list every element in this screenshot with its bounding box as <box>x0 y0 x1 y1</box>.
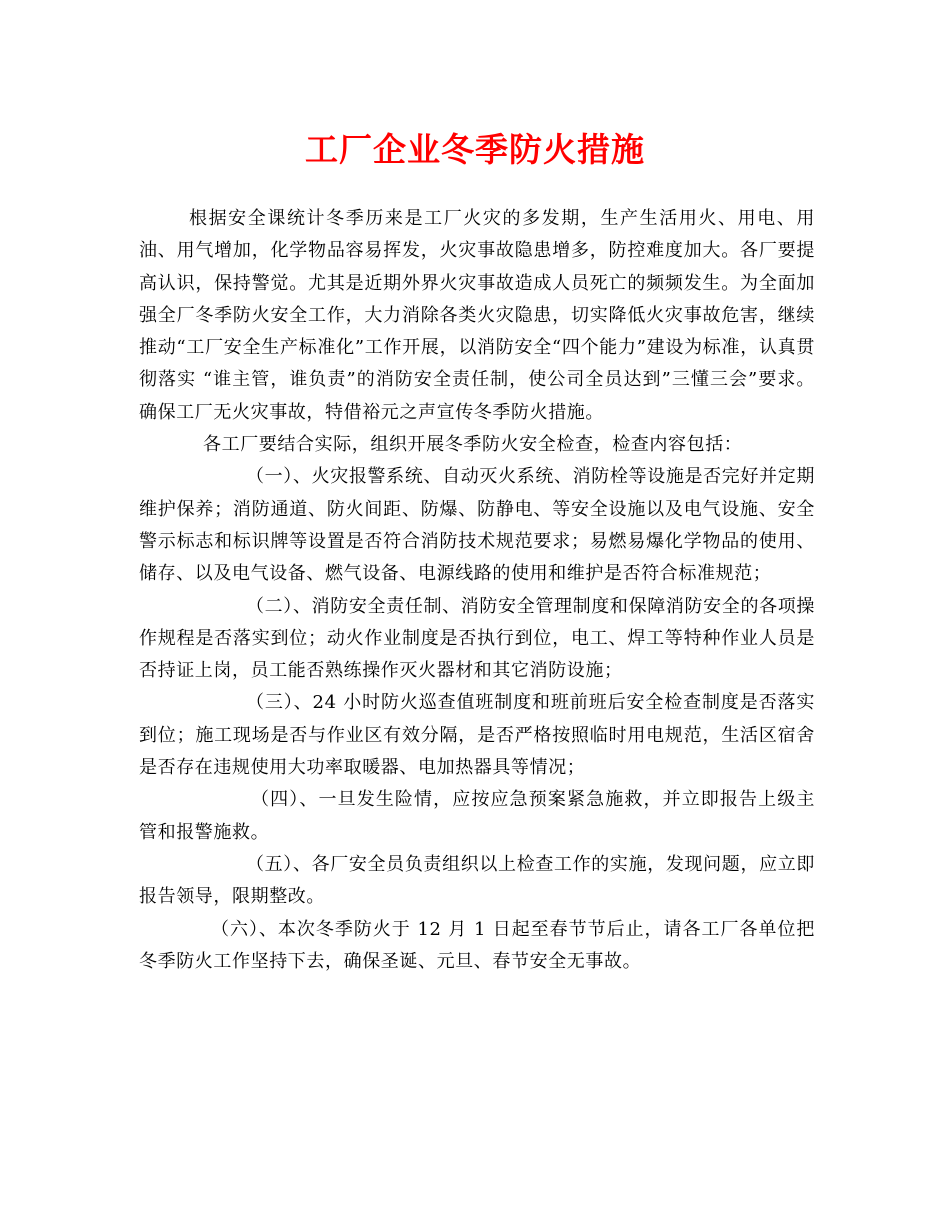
intro-paragraph: 根据安全课统计冬季历来是工厂火灾的多发期，生产生活用火、用电、用油、用气增加，化学物品容易挥发，火灾事故隐患增多，防控难度加大。各厂要提高认识，保持警觉。尤其是近期外界火灾事故造成人员死亡的频频发生。为全面加强全厂冬季防火安全工作，大力消除各类火灾隐患，切实降低火灾事故危害，继续推动“工厂安全生产标准化”工作开展，以消防安全“四个能力”建设为标准，认真贯彻落实 “谁主管，谁负责”的消防安全责任制，使公司全员达到”三懂三会”要求。确保工厂无火灾事故，特借裕元之声宣传冬季防火措施。 <box>139 208 815 423</box>
inspection-lead-paragraph: 各工厂要结合实际，组织开展冬季防火安全检查，检查内容包括： <box>203 434 743 456</box>
document-title: 工厂企业冬季防火措施 <box>305 130 645 169</box>
inspection-item-1: （一）、火灾报警系统、自动灭火系统、消防栓等设施是否完好并定期维护保养；消防通道、防火间距、防爆、防静电、等安全设施以及电气设施、安全警示标志和标识牌等设置是否符合消防技术规范要求；易燃易爆化学物品的使用、储存、以及电气设备、燃气设备、电源线路的使用和维护是否符合标准规范； <box>139 466 815 585</box>
inspection-item-2: （二）、消防安全责任制、消防安全管理制度和保障消防安全的各项操作规程是否落实到位；动火作业制度是否执行到位，电工、焊工等特种作业人员是否持证上岗，员工能否熟练操作灭火器材和其它消防设施； <box>139 595 815 682</box>
document-body <box>139 203 815 978</box>
inspection-item-4: （四）、一旦发生险情，应按应急预案紧急施救，并立即报告上级主管和报警施救。 <box>139 789 815 843</box>
inspection-item-6: （六）、本次冬季防火于 12 月 1 日起至春节节后止，请各工厂各单位把冬季防火工作坚持下去，确保圣诞、元旦、春节安全无事故。 <box>139 918 815 972</box>
inspection-item-3: （三）、24 小时防火巡查值班制度和班前班后安全检查制度是否落实到位；施工现场是否与作业区有效分隔，是否严格按照临时用电规范，生活区宿舍是否存在违规使用大功率取暖器、电加热器具等情况； <box>139 692 815 779</box>
inspection-item-5: （五）、各厂安全员负责组织以上检查工作的实施，发现问题，应立即报告领导，限期整改。 <box>139 853 815 908</box>
